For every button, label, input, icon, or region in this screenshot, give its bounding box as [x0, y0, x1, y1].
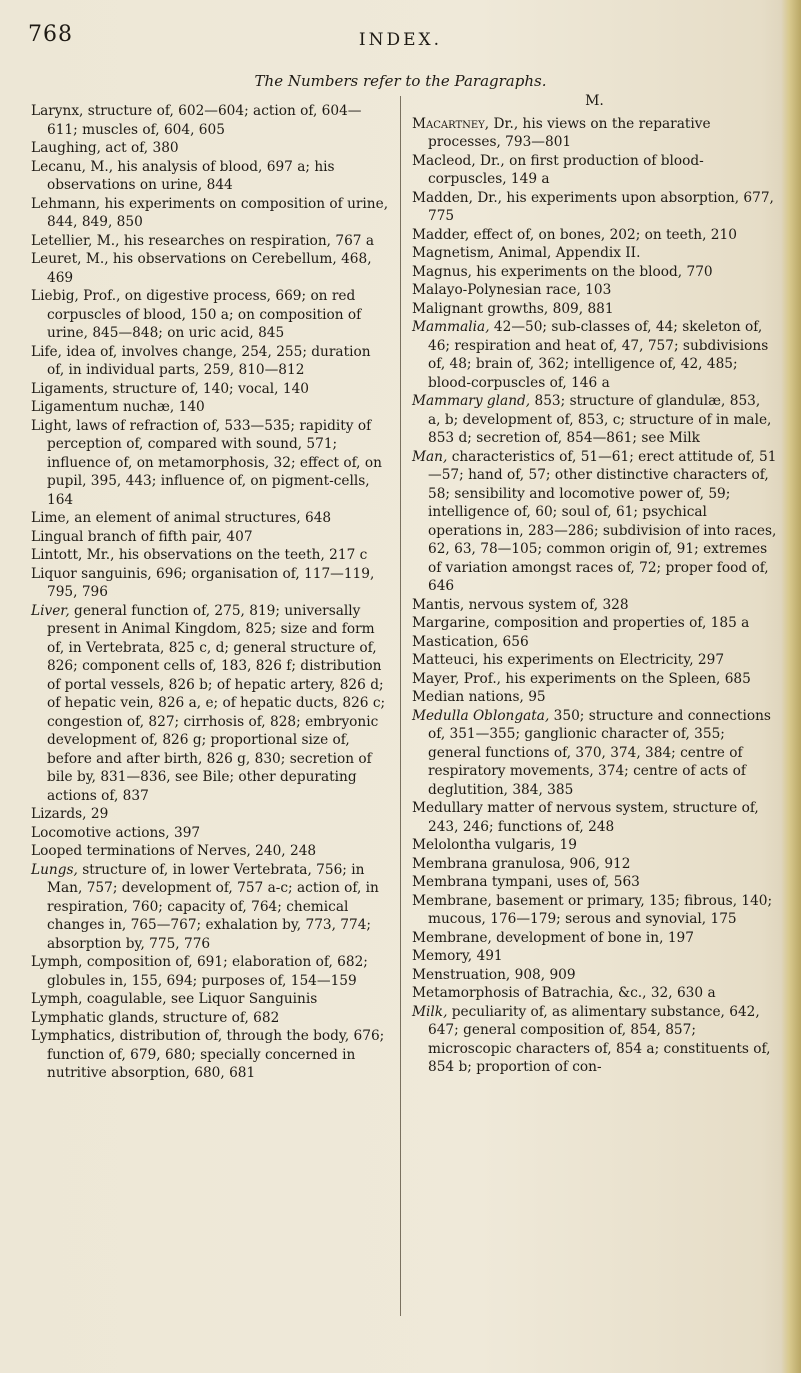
entry-text: an element of animal structures, 648 — [69, 510, 332, 526]
index-entry — [31, 1009, 389, 1028]
entry-heading: Man, — [412, 448, 448, 465]
entry-text: granulosa, 906, 912 — [487, 855, 631, 872]
entry-text: branch of fifth pair, 407 — [83, 528, 253, 545]
entry-text: Mr., his observations on the teeth, 217 c — [82, 547, 368, 563]
entry-heading: Lizards, — [31, 806, 87, 822]
entry-heading: Mantis, — [412, 596, 465, 613]
index-entry — [412, 707, 777, 800]
page-number: 768 — [28, 22, 73, 47]
entry-text: Prof., his experiments on the Spleen, 685 — [459, 670, 751, 687]
entry-heading: Medullary — [412, 800, 483, 816]
index-entry — [31, 509, 389, 528]
entry-text: 42—50; sub-classes of, 44; skeleton of, 46; respiration and heat of, 47, 757; subdivisions of, 48; brain of, 362; intelligence of, 42, 485; blood-corpuscles of, 146 a — [428, 319, 769, 391]
index-entry — [31, 842, 389, 861]
entry-heading: Letellier, — [31, 232, 93, 249]
entry-text: his experiments on composition of urine, 844, 849, 850 — [47, 195, 389, 230]
entry-text: nations, 95 — [464, 689, 546, 705]
entry-heading: Medulla Oblongata, — [412, 707, 550, 724]
entry-text: nervous system of, 328 — [464, 596, 629, 613]
entry-text: 350; structure and connections of, 351—355; ganglionic character of, 355; general functions of, 370, 374, 384; centre of respiratory movements, 374; centre of acts of deglutition, 384, 385 — [428, 707, 771, 798]
index-entry — [31, 250, 389, 287]
entry-text: glands, structure of, 682 — [103, 1009, 280, 1026]
entry-text: 656 — [498, 633, 529, 650]
entry-heading: Lymph, — [31, 991, 83, 1007]
entry-heading: Macartney, — [412, 115, 490, 132]
index-entry — [31, 139, 389, 158]
entry-heading: Larynx, — [31, 103, 84, 119]
entry-heading: Madden, — [412, 189, 473, 206]
entry-text: basement or primary, 135; fibrous, 140; mucous, 176—179; serous and synovial, 175 — [428, 892, 773, 927]
entry-text: act of, 380 — [100, 140, 179, 156]
entry-heading: Life, — [31, 343, 62, 360]
index-entry — [31, 102, 389, 139]
entry-text: 29 — [86, 806, 109, 822]
entry-heading: Lingual — [31, 528, 84, 545]
entry-heading: Median — [412, 689, 465, 705]
index-entry — [412, 1003, 777, 1077]
entry-heading: Matteuci, — [412, 652, 479, 668]
index-entry — [412, 244, 777, 263]
index-subtitle: The Numbers refer to the Paragraphs. — [254, 72, 547, 90]
entry-heading: Memory, — [412, 948, 473, 964]
index-entry — [31, 565, 389, 602]
index-entry — [412, 929, 777, 948]
index-entry — [412, 152, 777, 189]
entry-text: sanguinis, 696; organisation of, 117—119, 795, 796 — [47, 565, 375, 600]
index-entry — [412, 966, 777, 985]
index-entry — [412, 226, 777, 245]
index-entry — [31, 1027, 389, 1083]
entry-heading: Membrana — [412, 874, 488, 890]
entry-text: effect of, on bones, 202; on teeth, 210 — [469, 226, 737, 243]
entry-text: matter of nervous system, structure of, 243, 246; functions of, 248 — [428, 800, 759, 835]
index-entry — [31, 861, 389, 954]
index-entry — [412, 392, 777, 448]
entry-text: development of bone in, 197 — [491, 929, 694, 946]
entry-heading: Magnetism, — [412, 245, 495, 261]
entry-heading: Membrane, — [412, 892, 492, 909]
entry-text: composition of, 691; elaboration of, 682; globules in, 155, 694; purposes of, 154—159 — [47, 954, 368, 989]
index-entry — [412, 855, 777, 874]
index-entry — [31, 990, 389, 1009]
entry-heading: Mammary gland, — [412, 393, 531, 409]
entry-heading: Lime, — [31, 510, 70, 526]
index-entry — [31, 805, 389, 824]
index-entry — [412, 873, 777, 892]
right-column — [412, 92, 777, 1077]
entry-heading: Ligaments, — [31, 380, 109, 397]
entry-text: of Batrachia, &c., 32, 630 a — [519, 985, 716, 1001]
entry-text: M., his analysis of blood, 697 a; his observations on urine, 844 — [47, 158, 335, 193]
entry-text: Animal, Appendix II. — [494, 245, 641, 261]
entry-text: peculiarity of, as alimentary substance, 642, 647; general composition of, 854, 857; microscopic characters of, 854 a; constituents of, 854 b; proportion of con- — [428, 1003, 771, 1075]
index-entry — [31, 232, 389, 251]
index-entry — [412, 263, 777, 282]
entry-heading: Leuret, — [31, 251, 82, 267]
entry-heading: Menstruation, — [412, 966, 511, 983]
column-rule — [400, 96, 401, 1316]
entry-heading: Mammalia, — [412, 319, 490, 335]
entry-heading: Lymphatics, — [31, 1028, 116, 1044]
entry-text: 853; structure of glandulæ, 853, a, b; development of, 853, c; structure of in male, 853 d; secretion of, 854—861; see Milk — [428, 393, 772, 446]
entry-heading: Melolontha — [412, 837, 491, 853]
entry-text: nuchæ, 140 — [118, 399, 205, 415]
entry-text: growths, 809, 881 — [482, 300, 614, 317]
entry-text: Dr., his experiments upon absorption, 677, 775 — [428, 189, 774, 224]
entry-heading: Lecanu, — [31, 158, 86, 175]
entry-text: structure of, in lower Vertebrata, 756; in Man, 757; development of, 757 a-c; action of, in respiration, 760; capacity of, 764; chemical changes in, 765—767; exhalation by, 773, 774; absorption by, 775, 776 — [47, 861, 379, 952]
entry-heading: Liver, — [31, 602, 70, 619]
entry-heading: Liquor — [31, 565, 77, 582]
entry-text: Prof., on digestive process, 669; on red corpuscles of blood, 150 a; on composition of urine, 845—848; on uric acid, 845 — [47, 288, 362, 341]
entry-text: laws of refraction of, 533—535; rapidity of perception of, compared with sound, 571; influence of, on metamorphosis, 32; effect of, on pupil, 395, 443; influence of, on pigment-cells, 164 — [47, 417, 382, 508]
entry-text: terminations of Nerves, 240, 248 — [82, 843, 317, 859]
entry-text: structure of, 140; vocal, 140 — [108, 380, 309, 397]
page-edge — [781, 0, 801, 1373]
index-entry — [412, 448, 777, 596]
entry-heading: Mastication, — [412, 633, 499, 650]
index-entry — [412, 670, 777, 689]
entry-heading: Liebig, — [31, 288, 79, 304]
left-column — [31, 102, 389, 1083]
entry-heading: Laughing, — [31, 140, 101, 156]
index-entry — [31, 195, 389, 232]
entry-heading: Lymph, — [31, 954, 83, 970]
entry-text: 491 — [472, 948, 503, 964]
entry-text: his experiments on Electricity, 297 — [478, 652, 725, 668]
index-entry — [412, 115, 777, 152]
index-entry — [31, 602, 389, 806]
entry-heading: Lehmann, — [31, 195, 101, 212]
entry-heading: Lymphatic — [31, 1009, 104, 1026]
entry-text: coagulable, see Liquor Sanguinis — [82, 991, 318, 1007]
index-entry — [412, 947, 777, 966]
entry-text: idea of, involves change, 254, 255; duration of, in individual parts, 259, 810—812 — [47, 343, 371, 378]
entry-heading: Macleod, — [412, 152, 476, 169]
entry-text: Dr., his views on the reparative processes, 793—801 — [428, 115, 711, 150]
entry-heading: Metamorphosis — [412, 985, 520, 1001]
entry-text: actions, 397 — [111, 824, 201, 841]
index-entry — [412, 836, 777, 855]
index-entry — [412, 614, 777, 633]
entry-text: composition and properties of, 185 a — [489, 615, 750, 631]
entry-text: tympani, uses of, 563 — [487, 874, 640, 890]
entry-text: characteristics of, 51—61; erect attitude of, 51—57; hand of, 57; other distinctive characters of, 58; sensibility and locomotive power of, 59; intelligence of, 60; soul of, 61; psychical operations in, 283—286; subdivision of into races, 62, 63, 78—105; common origin of, 91; extremes of variation amongst races of, 72; proper food of, 646 — [428, 448, 777, 594]
index-entry — [412, 799, 777, 836]
index-entry — [412, 189, 777, 226]
running-head: INDEX. — [358, 30, 443, 50]
index-entry — [31, 158, 389, 195]
index-entry — [31, 398, 389, 417]
section-letter: M. — [585, 93, 604, 109]
entry-heading: Margarine, — [412, 615, 490, 631]
index-entry — [412, 281, 777, 300]
entry-heading: Lungs, — [31, 861, 78, 878]
entry-heading: Looped — [31, 843, 83, 859]
entry-heading: Ligamentum — [31, 399, 119, 415]
entry-heading: Malayo-Polynesian — [412, 282, 542, 298]
index-entry — [412, 651, 777, 670]
index-entry — [31, 546, 389, 565]
index-entry — [412, 984, 777, 1003]
entry-text: M., his researches on respiration, 767 a — [92, 232, 375, 249]
index-entry — [412, 318, 777, 392]
entry-text: general function of, 275, 819; universally present in Animal Kingdom, 825; size and form of, in Vertebrata, 825 c, d; general structure of, 826; component cells of, 183, 826 f; distribution of portal vessels, 826 b; of hepatic artery, 826 d; of hepatic vein, 826 a, e; of hepatic ducts, 826 c; congestion of, 827; cirrhosis of, 828; embryonic development of, 826 g; proportional size of, before and after birth, 826 g, 830; secretion of bile by, 831—836, see Bile; other depurating actions of, 837 — [47, 602, 386, 804]
entry-text: 908, 909 — [510, 966, 576, 983]
index-entry — [31, 287, 389, 343]
index-entry — [31, 528, 389, 547]
entry-heading: Lintott, — [31, 547, 83, 563]
entry-text: M., his observations on Cerebellum, 468, 469 — [47, 251, 372, 286]
index-entry — [412, 300, 777, 319]
entry-text: structure of, 602—604; action of, 604—611; muscles of, 604, 605 — [47, 103, 362, 138]
entry-text: Dr., on first production of blood-corpuscles, 149 a — [428, 152, 704, 187]
entry-heading: Magnus, — [412, 263, 472, 280]
index-entry — [31, 953, 389, 990]
index-entry — [412, 633, 777, 652]
index-entry — [31, 343, 389, 380]
entry-heading: Milk, — [412, 1003, 448, 1020]
entry-heading: Membrana — [412, 855, 488, 872]
entry-text: vulgaris, 19 — [490, 837, 577, 853]
entry-text: distribution of, through the body, 676; function of, 679, 680; specially concerned in nutritive absorption, 680, 681 — [47, 1028, 385, 1081]
entry-heading: Mayer, — [412, 670, 460, 687]
index-entry — [31, 824, 389, 843]
index-entry — [31, 417, 389, 510]
entry-text: his experiments on the blood, 770 — [471, 263, 713, 280]
entry-heading: Light, — [31, 417, 72, 434]
entry-heading: Membrane, — [412, 929, 492, 946]
index-entry — [412, 688, 777, 707]
index-entry — [31, 380, 389, 399]
entry-heading: Madder, — [412, 226, 470, 243]
entry-heading: Malignant — [412, 300, 483, 317]
index-entry — [412, 892, 777, 929]
index-entry — [412, 596, 777, 615]
entry-text: race, 103 — [541, 282, 612, 298]
entry-heading: Locomotive — [31, 824, 112, 841]
